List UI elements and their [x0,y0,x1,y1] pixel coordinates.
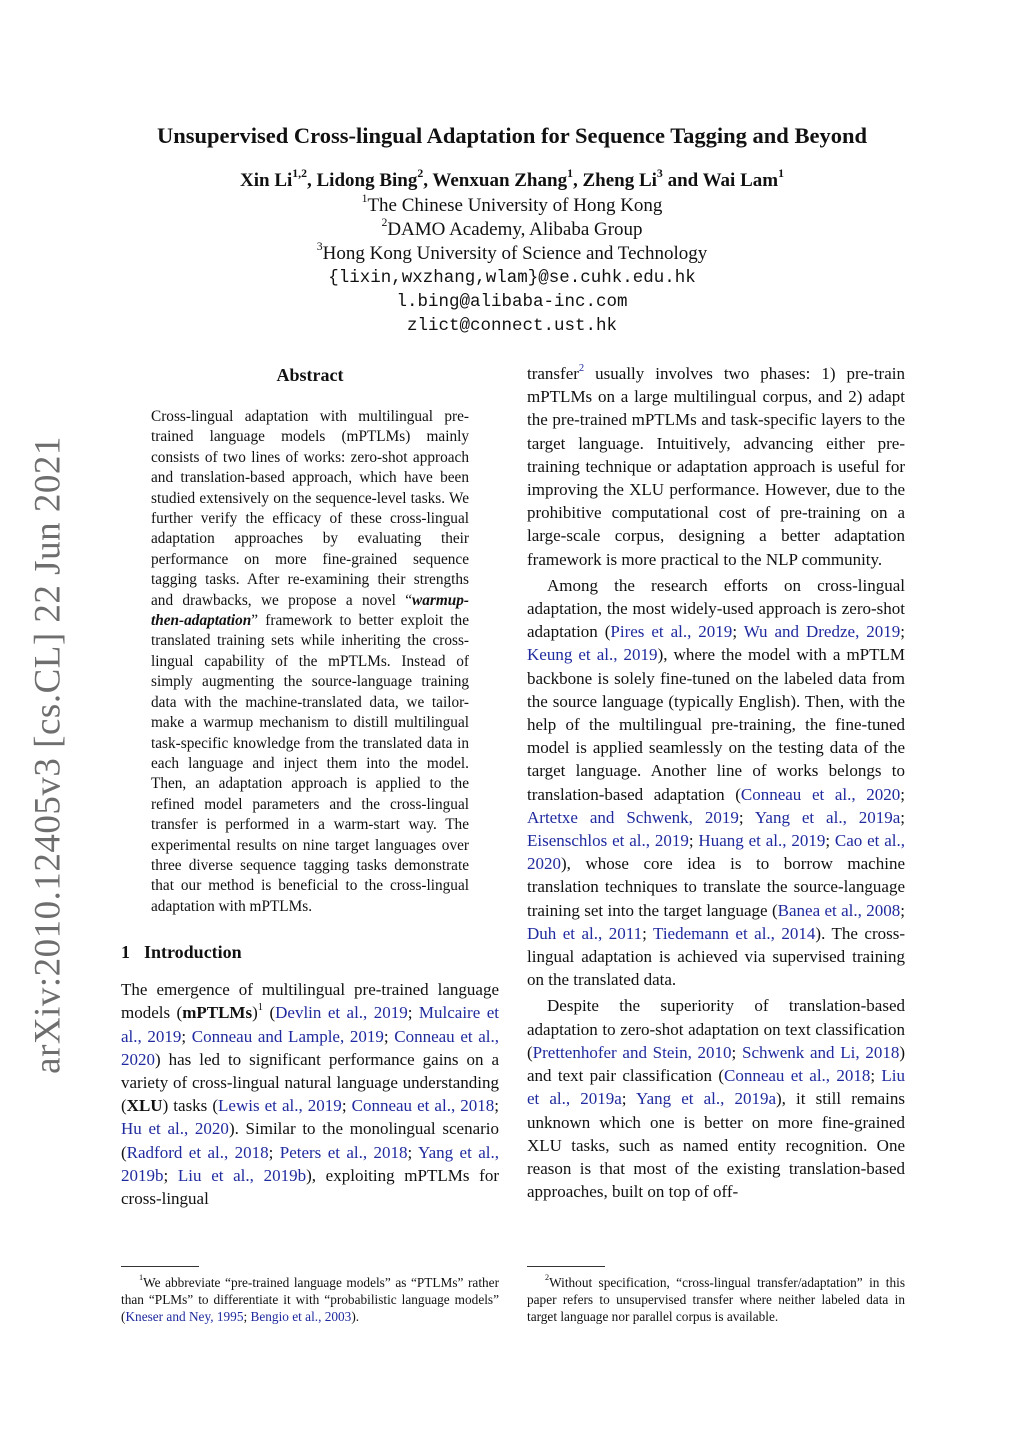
citation-link[interactable]: Keung et al., 2019 [527,645,658,665]
author-name: Lidong Bing [316,170,418,191]
citation-link[interactable]: Artetxe and Schwenk, 2019 [527,807,739,827]
author-affil-mark: 1,2 [292,166,307,180]
citation-link[interactable]: Schwenk and Li, 2018 [741,1042,900,1062]
affil-text: DAMO Academy, Alibaba Group [387,219,643,240]
citation-link[interactable]: Tiedemann et al., 2014 [653,923,816,943]
author-name: Xin Li [240,170,293,191]
text: ). Similar to the monolingual scenario ( [121,1119,499,1162]
bold-term: mPTLMs [182,1003,253,1023]
author-separator: , [423,170,433,191]
text: The emergence of multilingual pre-trained language models ( [121,980,499,1023]
footnote-number: 1 [139,1273,144,1283]
citation-link[interactable]: Devlin et al., 2019 [275,1003,408,1023]
body-paragraph: Despite the superiority of translation-based adaptation to zero-shot adaptation on text classification (Prettenhofer and Stein, 2010; Schwenk and Li, 2018) and text pair classification (Conneau et al., 2018; Liu et al., 2019a; Yang et al., 2019a), it still remains unknown which one is better on more fine-grained XLU tasks, such as named entity recognition. One reason is that most of the existing translation-based approaches, built on top of off- [527,996,906,1202]
footnote-2 [527,1274,905,1325]
body-paragraph: Among the research efforts on cross-lingual adaptation, the most widely-used approach is zero-shot adaptation (Pires et al., 2019; Wu and Dredze, 2019; Keung et al., 2019), where the model with a mPTLM backbone is solely fine-tuned on the labeled data from the source language (typically English). Then, with the help of the multilingual pre-training, the fine-tuned model is applied seamlessly on the testing data of the target language. Another line of works belongs to translation-based adaptation (Conneau et al., 2020; Artetxe and Schwenk, 2019; Yang et al., 2019a; Eisenschlos et al., 2019; Huang et al., 2019; Cao et al., 2020), whose core idea is to borrow machine translation techniques to translate the source-language training set into the target language (Banea et al., 2008; Duh et al., 2011; Tiedemann et al., 2014). The cross-lingual adaptation is achieved via supervised training on the translated data. [527,575,906,990]
footnote-number: 2 [545,1273,550,1283]
text: ), exploiting mPTLMs for cross-lingual [121,1165,499,1208]
footnote-1: $^1$We abbreviate “pre-trained language models” as “PTLMs” rather than “PLMs” to differentiate it with “probabilistic language models” (Kneser and Ney, 1995; Bengio et al., 2003). [121,1273,499,1324]
citation-link[interactable]: Eisenschlos et al., 2019 [527,831,689,851]
footnote-mark[interactable]: 2 [578,362,585,374]
body-paragraph [527,362,905,571]
citation-link[interactable]: Duh et al., 2011 [527,923,643,943]
author-affil-mark: 1 [778,166,784,180]
right-column [527,362,905,1203]
citation-link[interactable]: Pires et al., 2019 [610,622,733,642]
text: ), whose core idea is to borrow machine translation techniques to translate the source-language training set into the target language ( [527,854,905,920]
footnote-text: Without specification, “cross-lingual transfer/adaptation” in this paper refers to unsupervised transfer where neither labeled data in target language nor parallel corpus is available. [527,1275,905,1324]
section-title: Introduction [144,942,242,963]
author-separator: and [662,170,703,191]
author-affil-mark: 2 [417,166,424,180]
author-name: Wenxuan Zhang [432,170,568,191]
citation-link[interactable]: Peters et al., 2018 [279,1142,408,1162]
footnote-mark: 1 [257,1002,264,1014]
arxiv-stamp: arXiv:2010.12405v3 [cs.CL] 22 Jun 2021 [27,436,69,1074]
citation-link[interactable]: Prettenhofer and Stein, 2010 [532,1042,732,1062]
citation-link[interactable]: Yang et al., 2019b [121,1142,499,1185]
footnote-rule [121,1266,199,1267]
citation-link[interactable]: Huang et al., 2019 [698,831,826,851]
footnote-text: We abbreviate “pre-trained language models” as “PTLMs” rather than “PLMs” to differentiate it with “probabilistic language models” ( [121,1275,499,1324]
citation-link[interactable]: Banea et al., 2008 [777,900,901,920]
affil-text: The Chinese University of Hong Kong [367,195,663,216]
citation-link[interactable]: Liu et al., 2019b [177,1165,307,1185]
text: Despite the superiority of translation-based adaptation to zero-shot adaptation on text classification ( [527,996,905,1062]
citation-link[interactable]: Hu et al., 2020 [121,1119,229,1139]
citation-link[interactable]: Wu and Dredze, 2019 [743,622,901,642]
section-number: 1 [121,942,130,963]
citation-link[interactable]: Lewis et al., 2019 [218,1096,342,1116]
text: transfer [527,364,579,383]
text: Among the research efforts on cross-lingual adaptation, the most widely-used approach is zero-shot adaptation ( [527,575,905,642]
email-line: l.bing@alibaba-inc.com [396,292,628,312]
affiliation [110,191,914,218]
text: ) [252,1003,258,1023]
email-line: {lixin,wxzhang,wlam}@se.cuhk.edu.hk [328,268,696,288]
footnote-rule [527,1266,605,1267]
affil-mark: 3 [316,239,323,253]
framework-name: warmup-then-adaptation [151,591,469,630]
citation-link[interactable]: Cao et al., 2020 [527,831,905,874]
citation-link[interactable]: Yang et al., 2019a [754,807,901,827]
affiliation [110,215,914,242]
text: ). The cross-lingual adaptation is achieved via supervised training on the translated data. [527,923,906,990]
author-separator: , [572,170,583,191]
email-line: zlict@connect.ust.hk [406,316,618,336]
text: ), where the model with a mPTLM backbone is solely fine-tuned on the labeled data from the source language (typically English). Then, with the help of the multilingual pre-training, the fine-tuned model is applied seamlessly on the testing data of the target language. Another line of works belongs to translation-based adaptation ( [527,645,905,804]
text: ( [263,1003,276,1023]
citation-link[interactable]: Bengio et al., 2003 [250,1309,352,1324]
author-affil-mark: 3 [656,166,663,180]
author-name: Zheng Li [582,170,657,191]
affiliation [110,239,914,266]
author-affil-mark: 1 [567,166,573,180]
abstract-part: ” framework to better exploit the translated training sets while inheriting the cross-lingual capability of the mPTLMs. Instead of simply augmenting the source-language training data with the machine-translated data, we tailor-make a warmup mechanism to distill multilingual task-specific knowledge from the translated data in each language and inject them into the model. Then, an adaptation approach is applied to the refined model parameters and the cross-lingual transfer is performed in a warm-start way. The experimental results on nine target languages over three diverse sequence tagging tasks demonstrate that our method is beneficial to the cross-lingual adaptation with mPTLMs. [151,612,469,915]
citation-link[interactable]: Conneau et al., 2018 [351,1096,495,1116]
author-separator: , [307,170,317,191]
citation-link[interactable]: Conneau et al., 2020 [740,784,901,804]
intro-paragraph: The emergence of multilingual pre-trained language models (mPTLMs)$^1$ (Devlin et al., 2019; Mulcaire et al., 2019; Conneau and Lample, 2019; Conneau et al., 2020) has led to significant performance gains on a variety of cross-lingual natural language understanding (XLU) tasks (Lewis et al., 2019; Conneau et al., 2018; Hu et al., 2020). Similar to the monolingual scenario (Radford et al., 2018; Peters et al., 2018; Yang et al., 2019b; Liu et al., 2019b), exploiting mPTLMs for cross-lingual [121,980,499,1208]
citation-link[interactable]: Conneau et al., 2018 [724,1066,871,1086]
paper-title: Unsupervised Cross-lingual Adaptation for Sequence Tagging and Beyond [157,123,867,148]
text: ) and text pair classification ( [527,1042,905,1086]
bold-term: XLU [126,1096,163,1116]
abstract-part: Cross-lingual adaptation with multilingual pre-trained language models (mPTLMs) mainly consists of two lines of works: zero-shot approach and translation-based approach, which have been studied extensively on the sequence-level tasks. We further verify the efficacy of these cross-lingual adaptation approaches by evaluating their performance on more fine-grained sequence tagging tasks. After re-examining their strengths and drawbacks, we propose a novel “ [151,408,469,609]
affil-mark: 2 [381,215,388,229]
citation-link[interactable]: Radford et al., 2018 [126,1142,269,1162]
citation-link[interactable]: Conneau and Lample, 2019 [191,1026,384,1046]
left-column [121,362,499,1210]
affil-text: Hong Kong University of Science and Technology [322,243,708,264]
section-heading [121,939,499,965]
citation-link[interactable]: Conneau et al., 2020 [121,1026,499,1069]
author-name: Wai Lam [702,170,779,191]
citation-link[interactable]: Liu et al., 2019a [527,1066,905,1109]
text: usually involves two phases: 1) pre-train mPTLMs on a large multilingual corpus, and 2) adapt the pre-trained mPTLMs and task-specific layers to the target language. Intuitively, advancing either pre-training technique or adaptation approach is useful for improving the XLU performance. However, due to the prohibitive computational cost of pre-training on a large-scale corpus, designing a better adaptation framework is more practical to the NLP community. [527,364,905,569]
text: ) tasks ( [162,1096,219,1116]
citation-link[interactable]: Mulcaire et al., 2019 [121,1003,499,1046]
text: ) has led to significant performance gains on a variety of cross-lingual natural language understanding ( [121,1049,499,1116]
paper-header [110,122,914,338]
citation-link[interactable]: Yang et al., 2019a [636,1089,777,1109]
abstract-heading: Abstract [276,365,344,385]
abstract-text [151,407,469,917]
text: ), it still remains unknown which one is better on more fine-grained XLU tasks, such as named entity recognition. One reason is that most of the existing translation-based approaches, built on top of off- [527,1089,906,1202]
affil-mark: 1 [361,191,368,205]
citation-link[interactable]: Kneser and Ney, 1995 [125,1309,244,1324]
author-list [110,168,914,194]
